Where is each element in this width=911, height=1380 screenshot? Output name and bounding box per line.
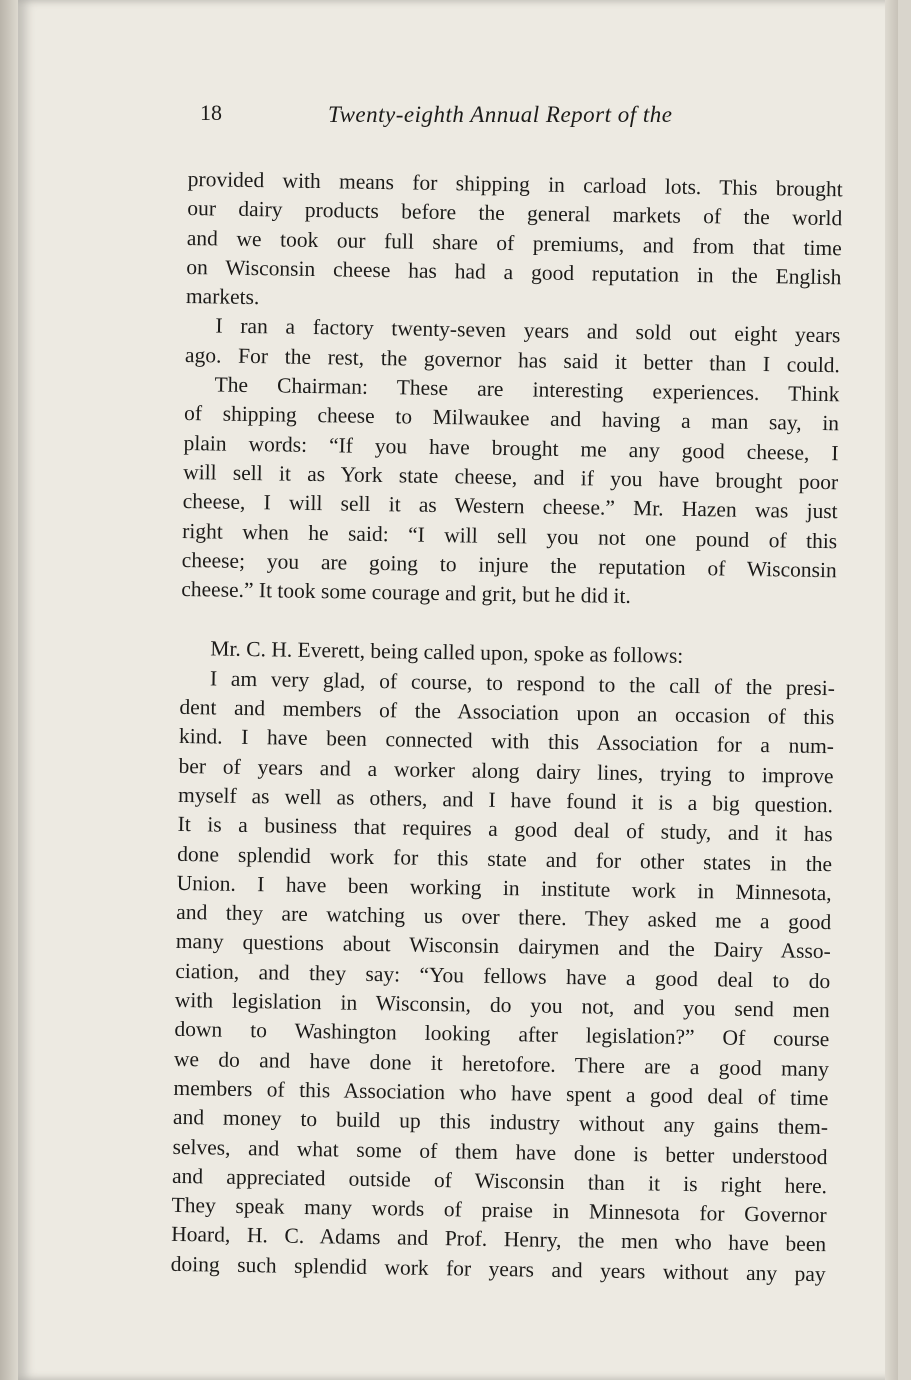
text-line: our dairy products before the general markets of the world [187, 196, 843, 231]
text-line: and money to build up this industry without any gains them- [172, 1105, 829, 1140]
text-line: down to Washington looking after legislation?” Of course [174, 1017, 830, 1052]
text-line: done splendid work for this state and for other states in the [176, 841, 833, 876]
text-line: and appreciated outside of Wisconsin than it is right here. [171, 1163, 828, 1198]
text-line: ber of years and a worker along dairy lines, trying to improve [178, 753, 834, 788]
text-line: ciation, and they say: “You fellows have a good deal to do [175, 958, 831, 993]
text-line: ago. For the rest, the governor has said it better than I could. [184, 342, 841, 378]
running-title: Twenty-eighth Annual Report of the [328, 102, 673, 127]
text-line: cheese.” It took some courage and grit, but he did it. [181, 577, 632, 609]
text-line: The Chairman: These are interesting experiences. Think [214, 372, 840, 407]
body-text [171, 165, 843, 1289]
text-line: cheese, I will sell it as Western cheese.” Mr. Hazen was just [182, 489, 838, 524]
text-line: members of this Association who have spent a good deal of time [173, 1075, 829, 1111]
page-right-edge [885, 0, 898, 1380]
text-line: right when he said: “I will sell you not one pound of this [182, 518, 838, 553]
text-line: provided with means for shipping in carload lots. This brought [187, 166, 843, 202]
text-line: I am very glad, of course, to respond to the call of the presi- [209, 666, 836, 700]
text-line: Hoard, H. C. Adams and Prof. Henry, the men who have been [171, 1222, 827, 1257]
text-line: with legislation in Wisconsin, do you not, and you send men [174, 987, 830, 1023]
text-line: Mr. C. H. Everett, being called upon, spoke as follows: [210, 636, 684, 669]
page-header [200, 100, 720, 140]
text-line: dent and members of the Association upon an occasion of this [179, 694, 835, 730]
page-binding-edge [0, 0, 18, 1380]
text-line: many questions about Wisconsin dairymen and the Dairy Asso- [175, 929, 831, 964]
text-line: we do and have done it heretofore. There are a good many [173, 1046, 830, 1081]
text-line: and we took our full share of premiums, and from that time [186, 225, 842, 260]
text-line: will sell it as York state cheese, and if you have brought poor [182, 459, 839, 495]
text-line: plain words: “If you have brought me any good cheese, I [183, 430, 839, 465]
text-line: I ran a factory twenty-seven years and sold out eight years [215, 313, 841, 348]
text-line: on Wisconsin cheese has had a good reputation in the English [186, 254, 842, 290]
text-line: doing such splendid work for years and years without any pay [170, 1251, 826, 1286]
text-line: selves, and what some of them have done is better understood [172, 1134, 828, 1169]
text-line: It is a business that requires a good deal of study, and it has [177, 812, 833, 847]
text-line: They speak many words of praise in Minnesota for Governor [171, 1192, 827, 1228]
text-line: of shipping cheese to Milwaukee and having a man say, in [183, 401, 840, 436]
text-line: cheese; you are going to injure the reputation of Wisconsin [181, 547, 837, 583]
text-line: myself as well as others, and I have found it is a big question. [177, 782, 834, 818]
text-line: and they are watching us over there. They asked me a good [176, 900, 832, 935]
text-line: kind. I have been connected with this Association for a num- [178, 724, 835, 759]
text-line: Union. I have been working in institute work in Minnesota, [176, 870, 832, 906]
text-line: markets. [185, 284, 260, 310]
page-number: 18 [200, 100, 222, 125]
